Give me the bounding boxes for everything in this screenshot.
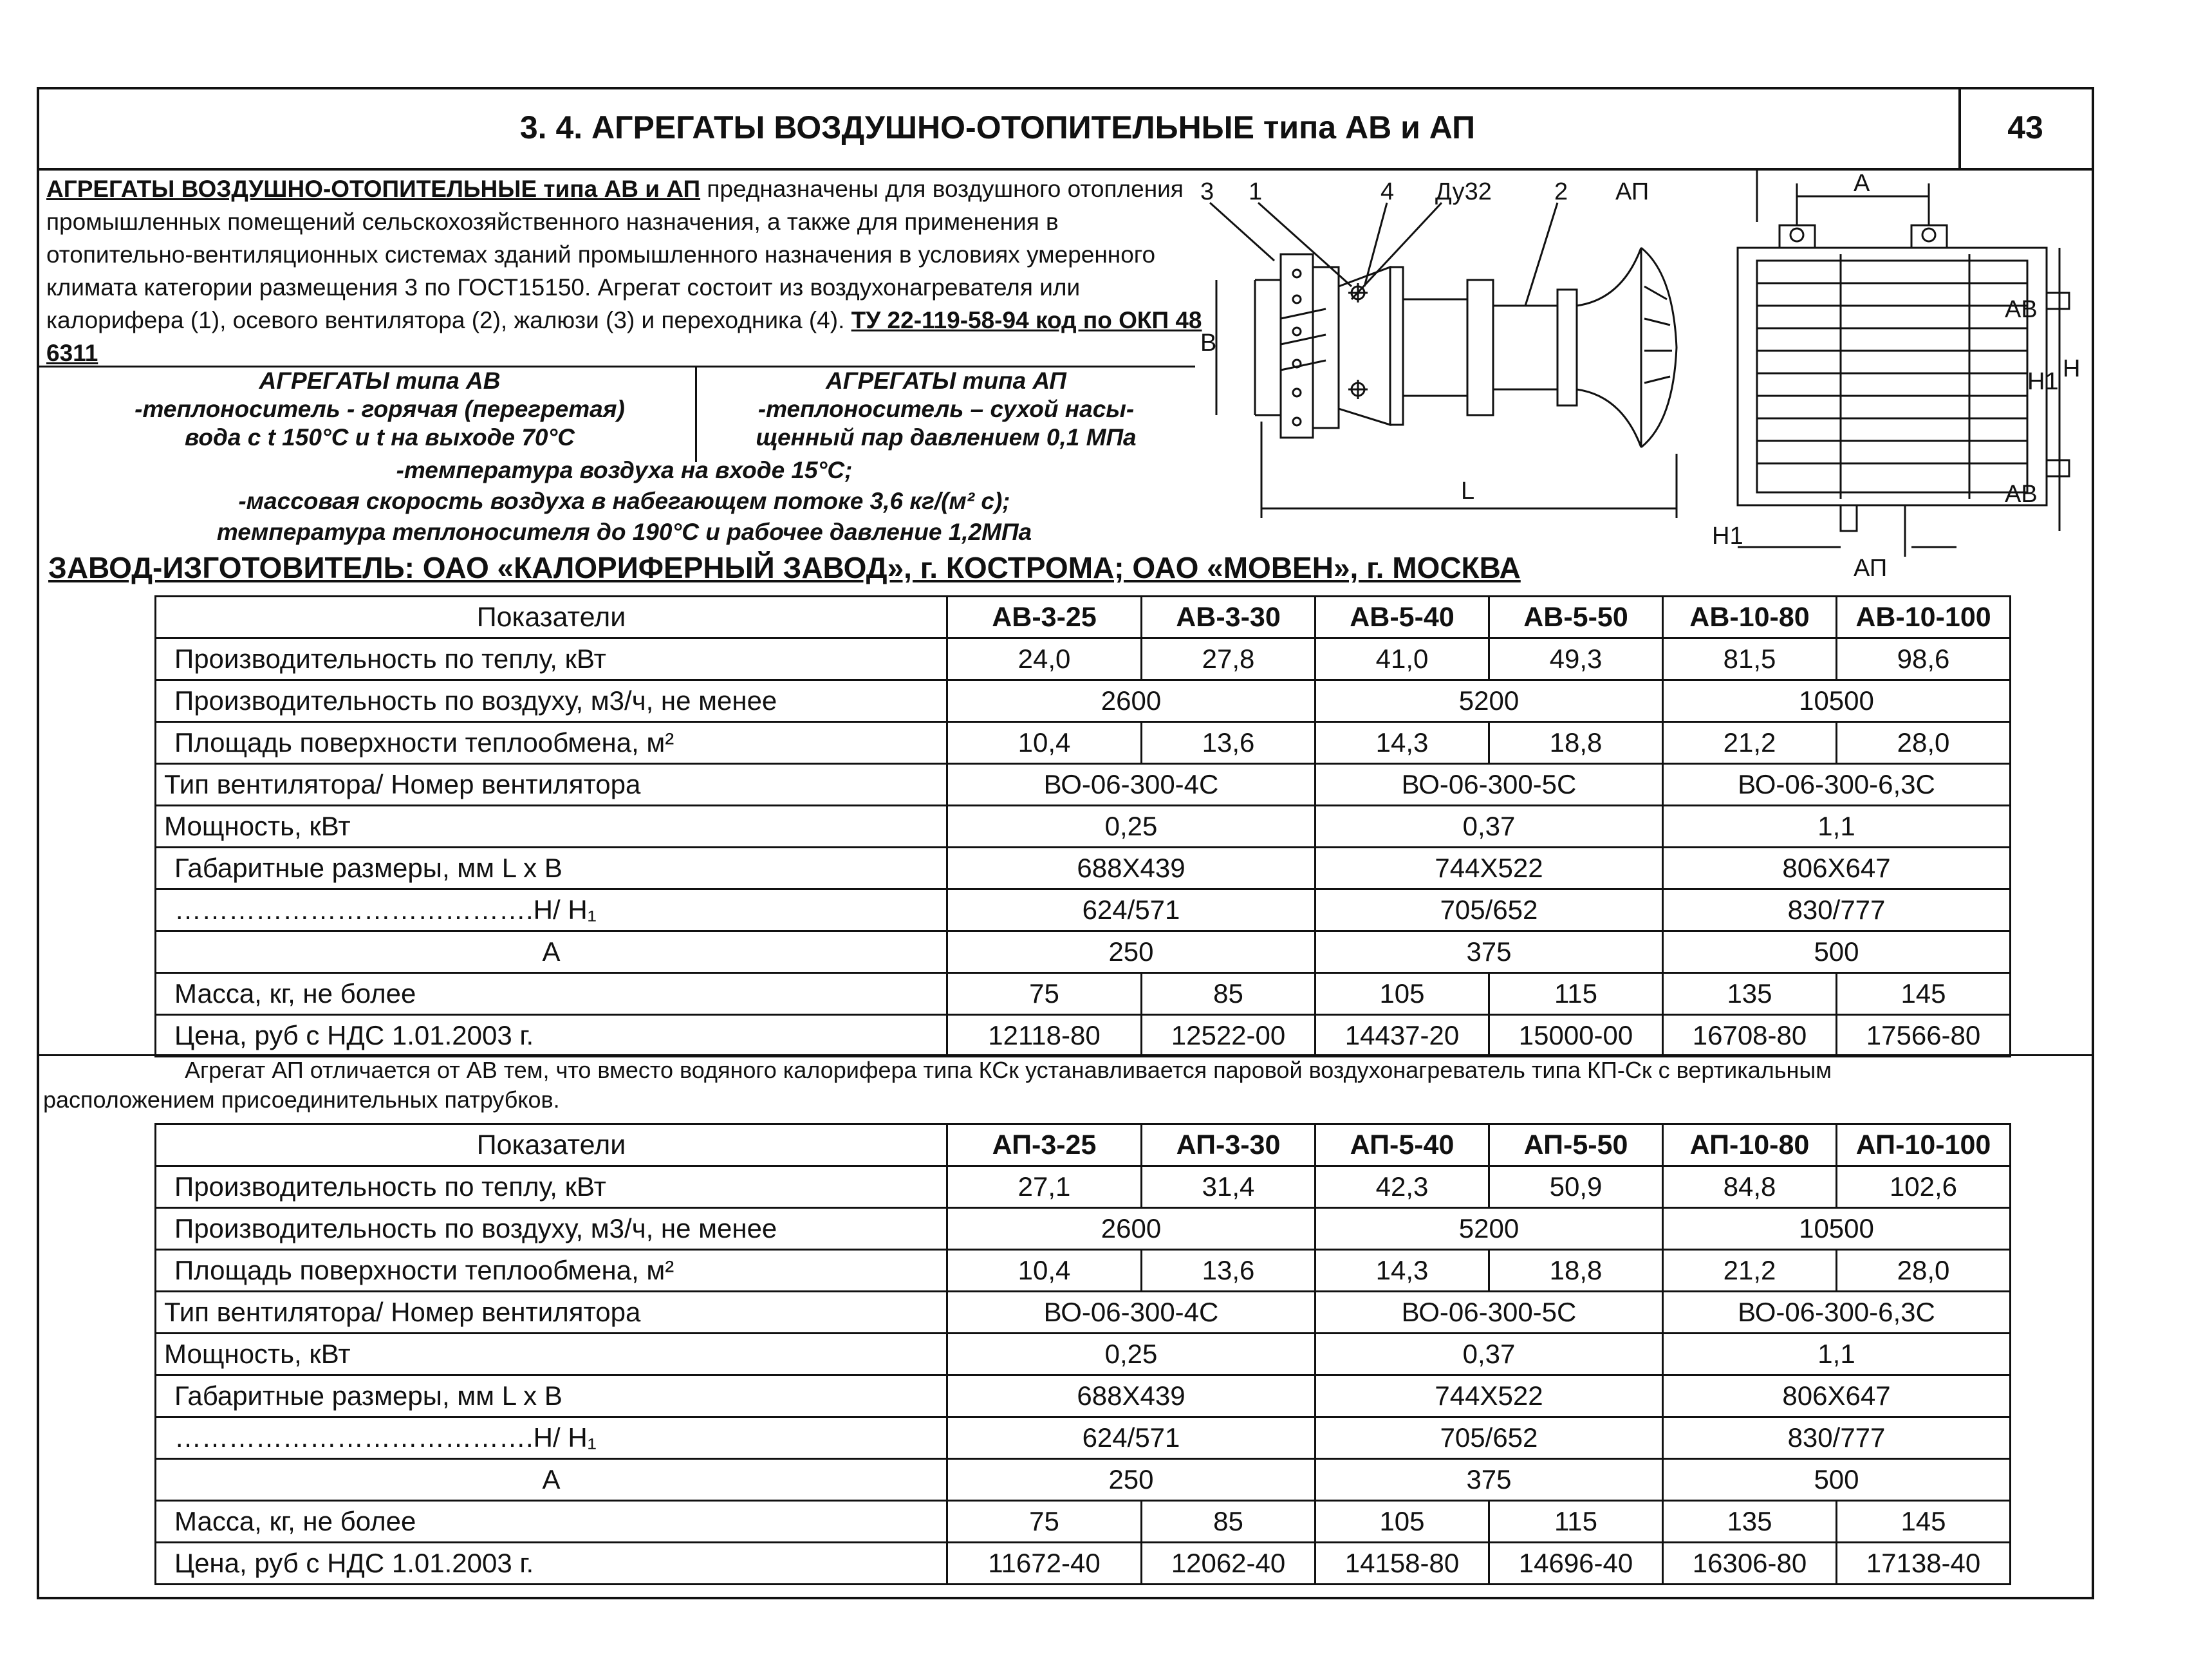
label-4: 4 [1380,178,1395,205]
header-cell: АВ-10-80 [1663,597,1837,638]
cell: 0,25 [947,1334,1315,1375]
condition-1: -температура воздуха на входе 15°C; [396,457,853,483]
cell: 27,1 [947,1166,1142,1208]
cell: 12118-80 [947,1015,1142,1057]
type-av-line2: вода с t 150°C и t на выходе 70°C [184,424,575,451]
cell: 13,6 [1142,722,1315,764]
cell: 13,6 [1142,1250,1315,1292]
cell: 806Х647 [1663,848,2011,889]
cell: ВО-06-300-4С [947,1292,1315,1334]
cell: 49,3 [1489,638,1663,680]
condition-2: -массовая скорость воздуха в набегающем потоке 3,6 кг/(м² с); [238,488,1010,514]
row-label: А [156,931,947,973]
cell: 5200 [1315,1208,1663,1250]
cell: 14158-80 [1315,1543,1489,1585]
header-cell: АП-5-50 [1489,1124,1663,1166]
label-h1: H1 [2027,368,2059,395]
cell: ВО-06-300-6,3С [1663,764,2011,806]
cell: 0,25 [947,806,1315,848]
table-av-header [156,597,2011,638]
cell: 624/571 [947,1417,1315,1459]
cell: 375 [1315,931,1663,973]
cell: 28,0 [1837,722,2011,764]
row-label: Мощность, кВт [156,1334,947,1375]
cell: 84,8 [1663,1166,1837,1208]
table-row [156,1334,2011,1375]
cell: 18,8 [1489,1250,1663,1292]
cell: 75 [947,1501,1142,1543]
cell: 5200 [1315,680,1663,722]
cell: 85 [1142,1501,1315,1543]
table-ap [154,1123,2011,1585]
label-av-top: АВ [2005,296,2038,323]
cell: 21,2 [1663,1250,1837,1292]
cell: 250 [947,1459,1315,1501]
page-header [37,87,2094,171]
intro-paragraph [46,172,1211,369]
header-cell: АП-5-40 [1315,1124,1489,1166]
cell: 705/652 [1315,889,1663,931]
cell: 14,3 [1315,1250,1489,1292]
cell: 830/777 [1663,1417,2011,1459]
cell: 16708-80 [1663,1015,1837,1057]
cell: 17566-80 [1837,1015,2011,1057]
table-row [156,1417,2011,1459]
table-row [156,638,2011,680]
table-row [156,1015,2011,1057]
cell: 115 [1489,1501,1663,1543]
table-row [156,1375,2011,1417]
row-label: Производительность по воздуху, м3/ч, не менее [156,680,947,722]
cell: 10,4 [947,1250,1142,1292]
cell: 98,6 [1837,638,2011,680]
cell: 75 [947,973,1142,1015]
row-label: А [156,1459,947,1501]
note-line-2: расположением присоединительных патрубков. [43,1086,560,1113]
row-label: Цена, руб с НДС 1.01.2003 г. [156,1543,947,1585]
cell: 500 [1663,1459,2011,1501]
table-ap-header [156,1124,2011,1166]
table-row [156,1459,2011,1501]
table-row [156,680,2011,722]
cell: 28,0 [1837,1250,2011,1292]
cell: 500 [1663,931,2011,973]
header-cell: АВ-10-100 [1837,597,2011,638]
row-label: Производительность по теплу, кВт [156,1166,947,1208]
row-label: Площадь поверхности теплообмена, м² [156,1250,947,1292]
row-label: Габаритные размеры, мм L x B [156,848,947,889]
cell: 15000-00 [1489,1015,1663,1057]
row-label: Цена, руб с НДС 1.01.2003 г. [156,1015,947,1057]
label-h1-bottom: H1 [1712,523,1743,550]
label-av-bottom: АВ [2005,481,2038,508]
manufacturer: ЗАВОД-ИЗГОТОВИТЕЛЬ: ОАО «КАЛОРИФЕРНЫЙ ЗАВОД», г. КОСТРОМА; ОАО «МОВЕН», г. МОСКВА [48,551,1521,584]
cell: 145 [1837,973,2011,1015]
cell: 81,5 [1663,638,1837,680]
header-cell: АВ-3-30 [1142,597,1315,638]
table-av [154,595,2011,1057]
label-du32: Ду32 [1435,178,1492,205]
label-a: А [1854,171,1870,197]
cell: 105 [1315,973,1489,1015]
header-cell: АП-3-30 [1142,1124,1315,1166]
cell: 744Х522 [1315,1375,1663,1417]
cell: 12522-00 [1142,1015,1315,1057]
cell: 14437-20 [1315,1015,1489,1057]
cell: 688Х439 [947,848,1315,889]
cell: 12062-40 [1142,1543,1315,1585]
table-row [156,973,2011,1015]
type-av-title: АГРЕГАТЫ типа АВ [259,367,501,394]
cell: 85 [1142,973,1315,1015]
table-row [156,806,2011,848]
row-label: Масса, кг, не более [156,973,947,1015]
cell: 41,0 [1315,638,1489,680]
cell: 375 [1315,1459,1663,1501]
label-l: L [1461,478,1475,505]
cell: 31,4 [1142,1166,1315,1208]
type-ap-title: АГРЕГАТЫ типа АП [826,367,1066,394]
header-cell: АВ-3-25 [947,597,1142,638]
note-line-1: Агрегат АП отличается от АВ тем, что вместо водяного калорифера типа КСк устанавливается паровой воздухонагреватель типа КП-Ск с вертикальным [185,1057,1832,1083]
row-label: Производительность по воздуху, м3/ч, не менее [156,1208,947,1250]
table-row [156,889,2011,931]
type-divider [695,366,697,462]
unit-drawing [1197,171,2085,589]
cell: 1,1 [1663,1334,2011,1375]
label-b: B [1200,330,1217,357]
type-av-line1: -теплоноситель - горячая (перегретая) [135,396,625,422]
header-cell: АП-10-80 [1663,1124,1837,1166]
label-ap-bottom: АП [1854,555,1888,582]
cell: ВО-06-300-5С [1315,1292,1663,1334]
table-row [156,931,2011,973]
cell: 14696-40 [1489,1543,1663,1585]
table-row [156,848,2011,889]
label-1: 1 [1249,178,1263,205]
cell: 21,2 [1663,722,1837,764]
cell: 705/652 [1315,1417,1663,1459]
cell: ВО-06-300-4С [947,764,1315,806]
header-cell: Показатели [156,597,947,638]
type-ap-block [702,367,1191,452]
table-row [156,764,2011,806]
cell: 50,9 [1489,1166,1663,1208]
page-number: 43 [2007,109,2043,145]
cell: 250 [947,931,1315,973]
row-label: Площадь поверхности теплообмена, м² [156,722,947,764]
type-ap-line1: -теплоноситель – сухой насы- [757,396,1135,422]
cell: 18,8 [1489,722,1663,764]
type-av-block [90,367,669,452]
row-label: Тип вентилятора/ Номер вентилятора [156,1292,947,1334]
cell: 105 [1315,1501,1489,1543]
cell: 102,6 [1837,1166,2011,1208]
header-cell: АП-3-25 [947,1124,1142,1166]
section-title: 3. 4. АГРЕГАТЫ ВОЗДУШНО-ОТОПИТЕЛЬНЫЕ типа АВ и АП [37,87,1961,168]
header-cell: АВ-5-40 [1315,597,1489,638]
cell: 2600 [947,1208,1315,1250]
cell: 830/777 [1663,889,2011,931]
cell: 115 [1489,973,1663,1015]
cell: 624/571 [947,889,1315,931]
cell: 1,1 [1663,806,2011,848]
cell: 17138-40 [1837,1543,2011,1585]
cell: 10500 [1663,1208,2011,1250]
row-label: ………………………………….H/ H₁ [156,1417,947,1459]
cell: 11672-40 [947,1543,1142,1585]
cell: 688Х439 [947,1375,1315,1417]
cell: 2600 [947,680,1315,722]
row-label: Масса, кг, не более [156,1501,947,1543]
type-ap-line2: щенный пар давлением 0,1 МПа [756,424,1137,451]
header-cell: АВ-5-50 [1489,597,1663,638]
label-h: H [2063,355,2081,382]
cell: ВО-06-300-5С [1315,764,1663,806]
cell: 806Х647 [1663,1375,2011,1417]
note-paragraph [37,1056,2094,1115]
table-row [156,1208,2011,1250]
table-row [156,1501,2011,1543]
table-row [156,1250,2011,1292]
table-row [156,1543,2011,1585]
row-label: Тип вентилятора/ Номер вентилятора [156,764,947,806]
cell: 24,0 [947,638,1142,680]
cell: 16306-80 [1663,1543,1837,1585]
cell: 14,3 [1315,722,1489,764]
condition-3: температура теплоносителя до 190°C и рабочее давление 1,2МПа [216,519,1032,545]
cell: ВО-06-300-6,3С [1663,1292,2011,1334]
cell: 135 [1663,1501,1837,1543]
label-2: 2 [1554,178,1568,205]
front-view [1738,248,2047,505]
cell: 10,4 [947,722,1142,764]
label-3: 3 [1200,178,1214,205]
label-ap-top: АП [1615,178,1650,205]
intro-tu: ТУ 22-119-58-94 код по ОКП 48 6311 [46,307,1202,366]
row-label: Мощность, кВт [156,806,947,848]
row-label: Габаритные размеры, мм L x B [156,1375,947,1417]
header-cell: АП-10-100 [1837,1124,2011,1166]
table-row [156,1166,2011,1208]
heater-flange [1281,254,1313,438]
header-cell: Показатели [156,1124,947,1166]
table-row [156,1292,2011,1334]
cell: 27,8 [1142,638,1315,680]
cell: 744Х522 [1315,848,1663,889]
row-label: ………………………………….H/ H₁ [156,889,947,931]
cell: 0,37 [1315,806,1663,848]
cell: 0,37 [1315,1334,1663,1375]
cell: 145 [1837,1501,2011,1543]
row-label: Производительность по теплу, кВт [156,638,947,680]
cell: 42,3 [1315,1166,1489,1208]
cell: 10500 [1663,680,2011,722]
cell: 135 [1663,973,1837,1015]
table-row [156,722,2011,764]
intro-text: предназначены для воздушного отопления промышленных помещений сельскохозяйственного назначения, а также для применения в отопительно-вентиляционных системах зданий промышленного назначения в условиях умеренного климата категории размещения 3 по ГОСТ15150. Агрегат состоит из воздухонагревателя или калорифера (1), осевого вентилятора (2), жалюзи (3) и переходника (4). [46,176,1184,333]
intro-lead: АГРЕГАТЫ ВОЗДУШНО-ОТОПИТЕЛЬНЫЕ типа АВ и АП [46,176,701,202]
